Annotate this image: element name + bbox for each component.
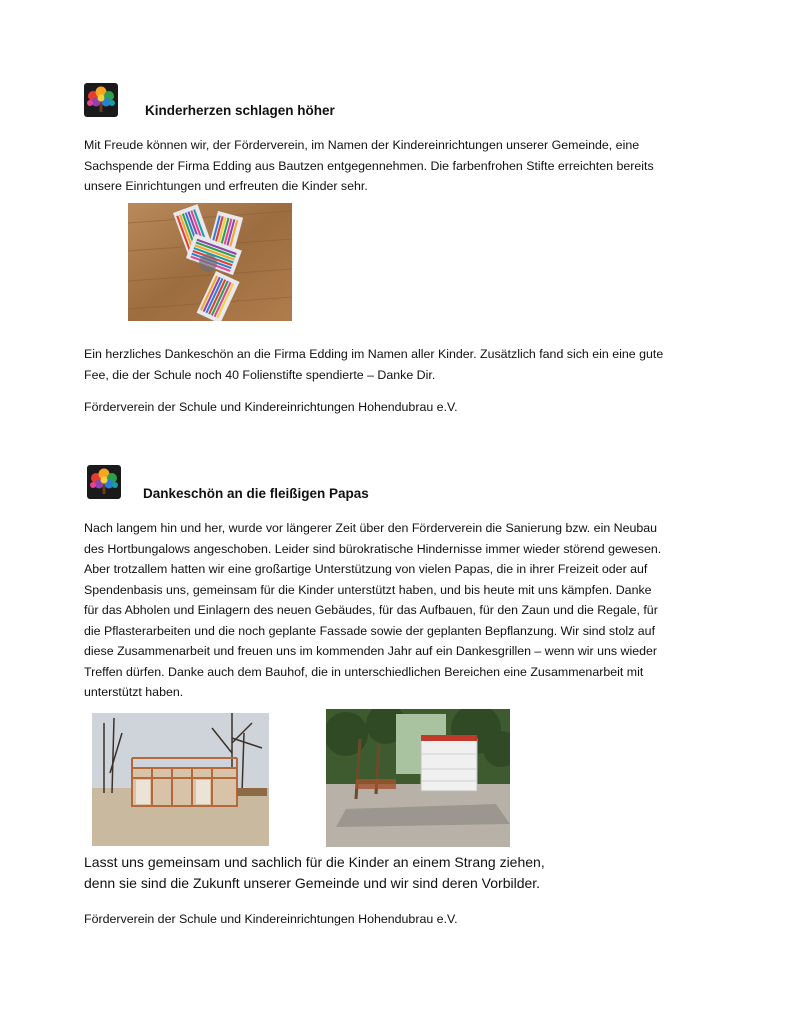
tree-logo-icon <box>84 83 118 117</box>
article1-signature: Förderverein der Schule und Kindereinrichtungen Hohendubrau e.V. <box>84 400 458 414</box>
text-line: Mit Freude können wir, der Förderverein, im Namen der Kindereinrichtungen unserer Gemeinde, eine <box>84 138 640 152</box>
text-line: Ein herzliches Dankeschön an die Firma Edding im Namen aller Kinder. Zusätzlich fand sich ein eine gute <box>84 347 664 361</box>
article1-intro <box>84 135 654 197</box>
text-line: Fee, die der Schule noch 40 Folienstifte spendierte – Danke Dir. <box>84 367 436 382</box>
text-line: denn sie sind die Zukunft unserer Gemeinde und wir sind deren Vorbilder. <box>84 874 541 891</box>
photo-markers-donation <box>128 203 292 321</box>
tree-logo-icon <box>87 465 121 499</box>
text-line: Sachspende der Firma Edding aus Bautzen entgegennehmen. Die farbenfrohen Stifte erreichten bereits <box>84 158 654 173</box>
article2-signature: Förderverein der Schule und Kindereinrichtungen Hohendubrau e.V. <box>84 912 458 926</box>
text-line: für das Abholen und Einlagern des neuen Gebäudes, für das Aufbauen, für den Zaun und die Regale, für <box>84 603 658 617</box>
text-line: die Pflasterarbeiten und die noch geplante Fassade sowie der geplanten Bepflanzung. Wir sind stolz auf <box>84 623 656 638</box>
photo-bungalow-construction <box>92 713 269 846</box>
text-line: des Hortbungalows angeschoben. Leider sind bürokratische Hindernisse immer wieder störend gewesen. <box>84 541 662 556</box>
text-line: Treffen dürfen. Danke auch dem Bauhof, die in unterschiedlichen Bereichen eine Zusammenarbeit mit <box>84 664 644 679</box>
article1-thanks <box>84 344 663 385</box>
text-line: Nach langem hin und her, wurde vor längerer Zeit über den Förderverein die Sanierung bzw. ein Neubau <box>84 521 658 535</box>
article1-title: Kinderherzen schlagen höher <box>145 103 335 118</box>
article2-title: Dankeschön an die fleißigen Papas <box>143 486 369 501</box>
text-line: Spendenbasis uns, gemeinsam für die Kinder unterstützt haben, und bis heute mit uns kämpfen. Danke <box>84 582 652 597</box>
text-line: diese Zusammenarbeit und freuen uns im kommenden Jahr auf ein Dankesgrillen – wenn wir uns wieder <box>84 644 658 658</box>
article2-closing <box>84 852 545 893</box>
text-line: Aber trotzallem hatten wir eine großartige Unterstützung von vielen Papas, die in ihrer Freizeit oder auf <box>84 562 648 576</box>
article2-body <box>84 518 661 703</box>
photo-new-building <box>326 709 510 847</box>
text-line: unsere Einrichtungen und erfreuten die Kinder sehr. <box>84 179 368 193</box>
text-line: Lasst uns gemeinsam und sachlich für die Kinder an einem Strang ziehen, <box>84 854 545 870</box>
text-line: unterstützt haben. <box>84 685 184 699</box>
